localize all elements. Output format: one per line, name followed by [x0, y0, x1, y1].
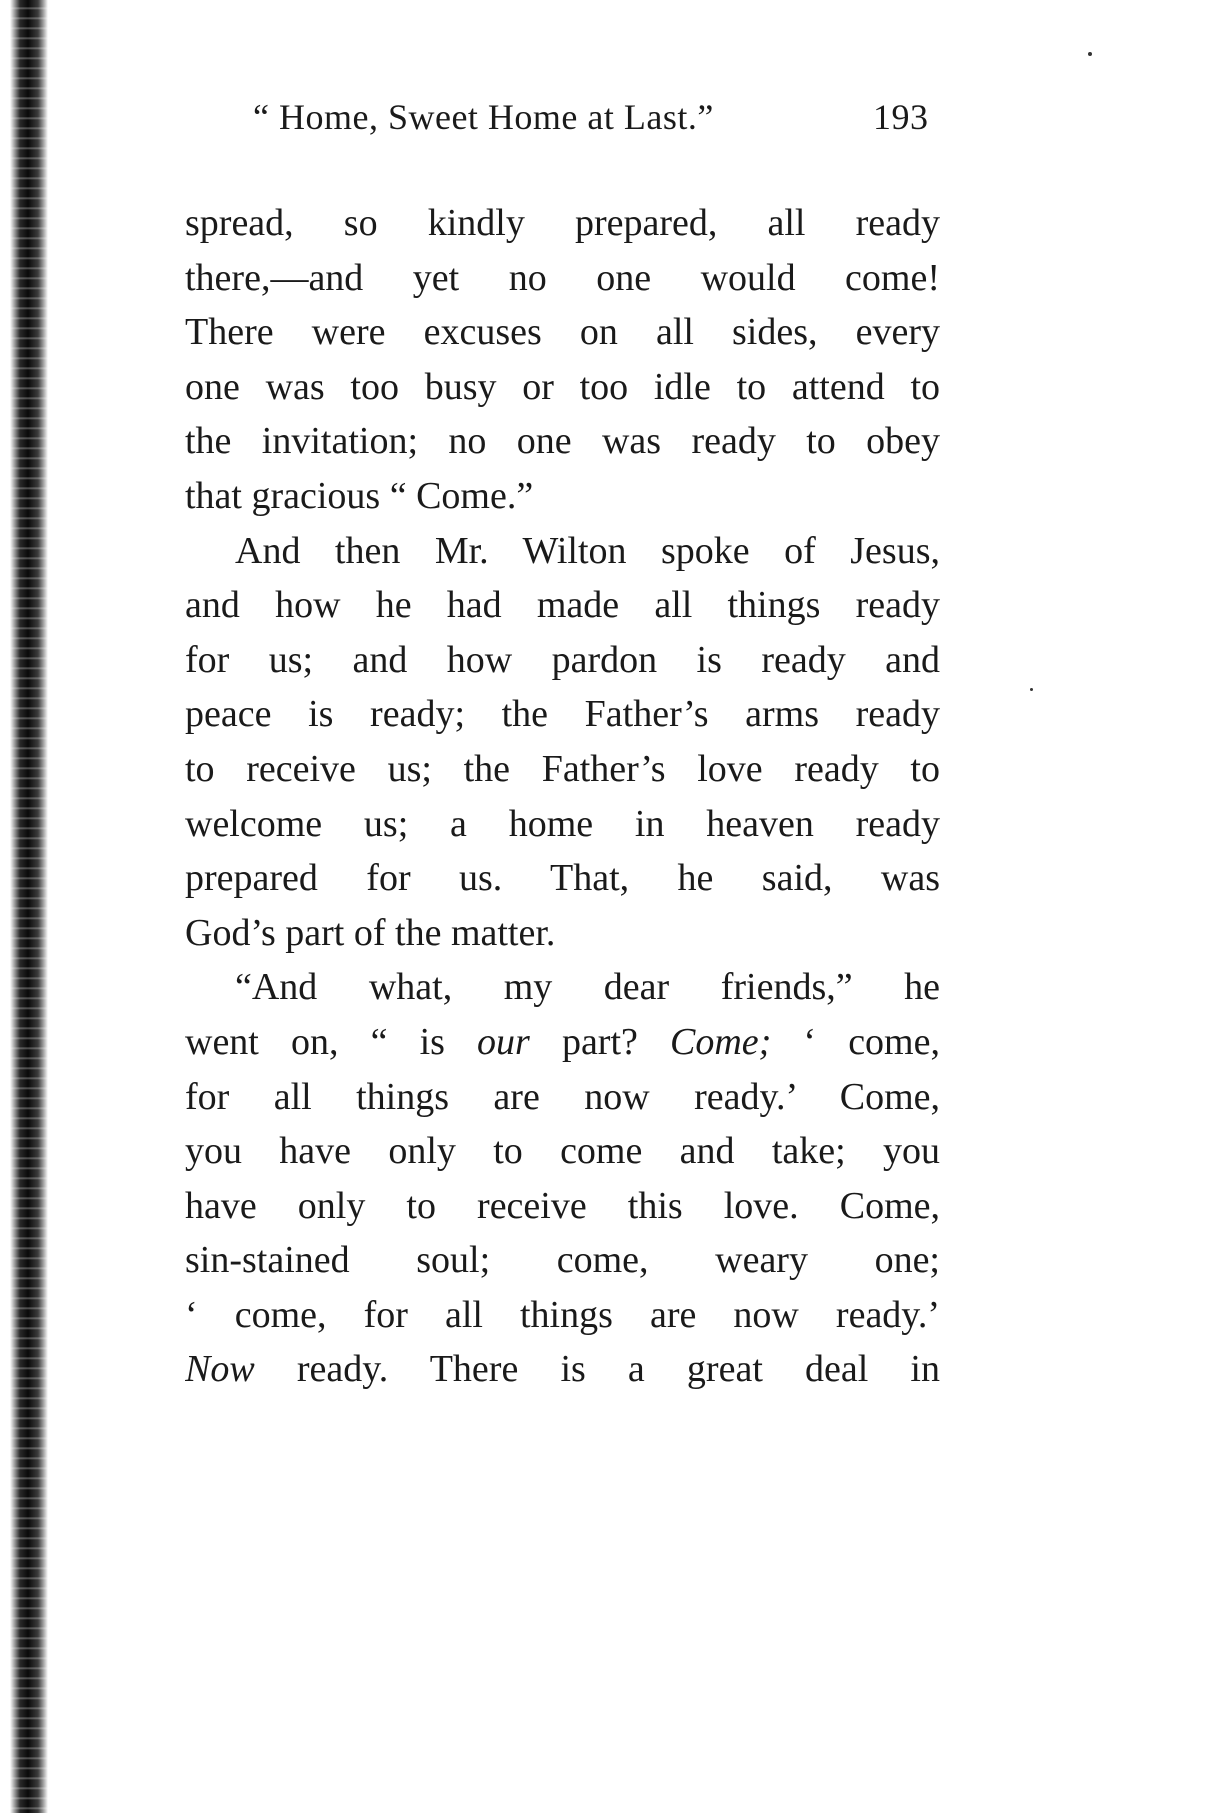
- text-line: God’s part of the matter.: [185, 911, 556, 954]
- running-header: [253, 96, 943, 146]
- text-run: ‘ come,: [771, 1020, 940, 1063]
- text-line: that gracious “ Come.”: [185, 474, 534, 517]
- text-line: you have only to come and take; you: [185, 1130, 940, 1173]
- text-line: There were excuses on all sides, every: [185, 311, 940, 354]
- text-line: for all things are now ready.’ Come,: [185, 1075, 940, 1118]
- italic-run: Come;: [670, 1020, 772, 1063]
- text-line: prepared for us. That, he said, was: [185, 857, 940, 900]
- scan-speck: [1030, 688, 1033, 691]
- body-text: [185, 196, 940, 1397]
- italic-run: our: [477, 1020, 530, 1063]
- text-line: have only to receive this love. Come,: [185, 1184, 940, 1227]
- text-line: to receive us; the Father’s love ready to: [185, 747, 940, 790]
- text-run: part?: [529, 1020, 670, 1063]
- text-line: welcome us; a home in heaven ready: [185, 802, 940, 845]
- text-line: for us; and how pardon is ready and: [185, 638, 940, 681]
- text-line: ‘ come, for all things are now ready.’: [185, 1293, 940, 1336]
- header-title: “ Home, Sweet Home at Last.”: [253, 97, 714, 137]
- text-line: “And what, my dear friends,” he: [235, 966, 940, 1009]
- scan-speck: [1088, 52, 1092, 56]
- page-number: 193: [873, 97, 929, 137]
- text-line: sin-stained soul; come, weary one;: [185, 1239, 940, 1282]
- text-line: there,—and yet no one would come!: [185, 256, 940, 299]
- text-run: ready. There is a great deal in: [254, 1348, 940, 1391]
- text-line: [185, 1342, 940, 1397]
- text-line: [185, 1015, 940, 1070]
- text-line: spread, so kindly prepared, all ready: [185, 202, 940, 244]
- italic-run: Now: [185, 1348, 255, 1391]
- text-line: one was too busy or too idle to attend to: [185, 365, 940, 408]
- binding-edge: [10, 0, 48, 1813]
- text-line: and how he had made all things ready: [185, 584, 940, 627]
- text-run: went on, “ is: [185, 1020, 478, 1063]
- text-line: peace is ready; the Father’s arms ready: [185, 693, 940, 736]
- text-line: And then Mr. Wilton spoke of Jesus,: [235, 529, 940, 572]
- text-line: the invitation; no one was ready to obey: [185, 420, 940, 463]
